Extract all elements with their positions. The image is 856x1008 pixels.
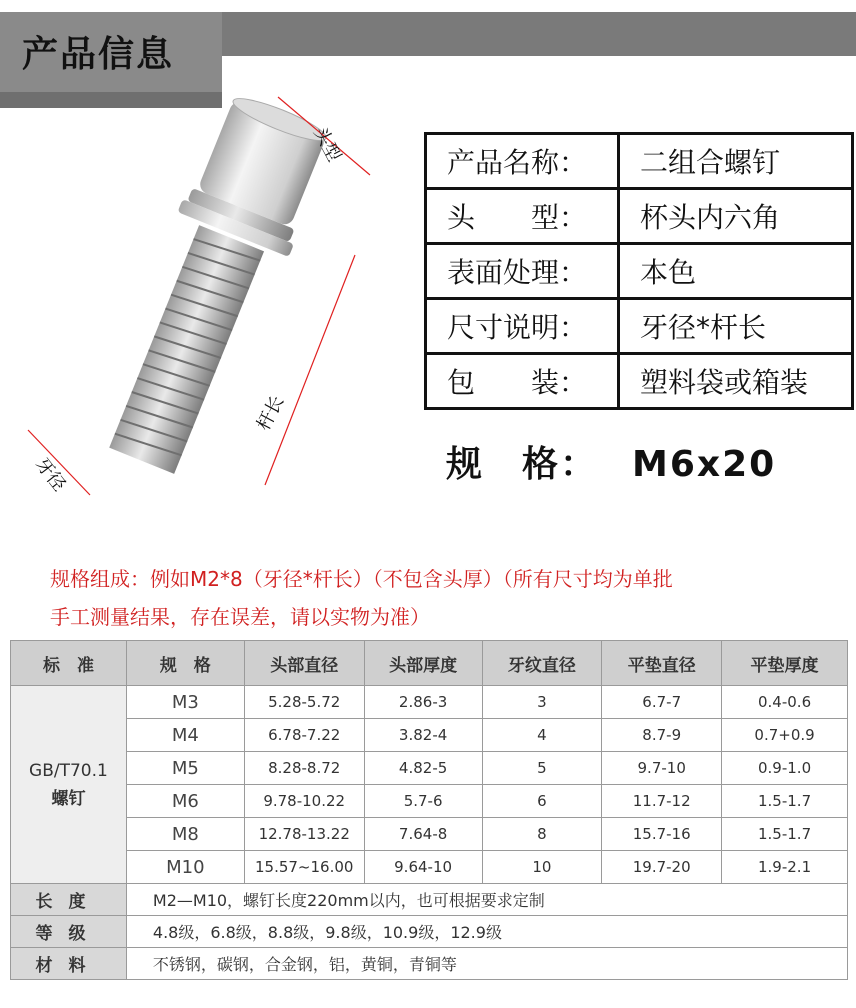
footer-value: 4.8级，6.8级，8.8级，9.8级，10.9级，12.9级 [126,916,847,948]
info-value: 牙径*杆长 [619,299,853,354]
table-cell: 11.7-12 [602,785,722,818]
table-header-row [11,641,848,686]
standard-type: 螺钉 [51,788,86,809]
footer-label: 长度 [11,884,127,916]
table-cell: 5.28-5.72 [244,686,364,719]
table-cell: 7.64-8 [364,818,482,851]
table-cell: M3 [126,686,244,719]
table-header: 头部厚度 [364,641,482,686]
table-cell: 9.64-10 [364,851,482,884]
table-row [11,851,848,884]
table-header: 牙纹直径 [482,641,602,686]
spec-value: M6x20 [632,444,777,485]
table-cell: 12.78-13.22 [244,818,364,851]
page-title: 产品信息 [22,34,175,75]
table-cell: 5.7-6 [364,785,482,818]
info-value: 塑料袋或箱装 [619,354,853,409]
footer-row [11,948,848,980]
table-cell: M10 [126,851,244,884]
footer-row [11,884,848,916]
info-value: 本色 [619,244,853,299]
table-cell: 8.7-9 [602,719,722,752]
product-info-table [424,132,854,410]
table-header: 标 准 [11,641,127,686]
table-cell: 3 [482,686,602,719]
info-row [426,299,853,354]
table-cell: 3.82-4 [364,719,482,752]
info-key: 产品名称： [426,134,619,189]
table-header: 平垫厚度 [722,641,848,686]
table-cell: 0.7+0.9 [722,719,848,752]
footer-label: 等级 [11,916,127,948]
table-row [11,785,848,818]
table-cell: 0.9-1.0 [722,752,848,785]
info-value: 二组合螺钉 [619,134,853,189]
screw-shank [109,225,264,474]
note-line-1: 规格组成：例如M2*8（牙径*杆长）（不包含头厚）（所有尺寸均为单批 [50,567,673,591]
table-cell: M4 [126,719,244,752]
table-row [11,752,848,785]
info-row [426,189,853,244]
table-header: 头部直径 [244,641,364,686]
info-row [426,244,853,299]
table-cell: 4 [482,719,602,752]
thread-label: 牙径 [31,454,70,496]
screw-photo [10,85,410,525]
note-line-2: 手工测量结果，存在误差，请以实物为准） [50,605,430,629]
table-row [11,719,848,752]
table-cell: M6 [126,785,244,818]
spec-label: 规 格： [446,444,599,485]
table-cell: 15.57~16.00 [244,851,364,884]
table-cell: 4.82-5 [364,752,482,785]
footer-label: 材料 [11,948,127,980]
table-cell: 8.28-8.72 [244,752,364,785]
table-row [11,818,848,851]
table-cell: 2.86-3 [364,686,482,719]
table-cell: 9.78-10.22 [244,785,364,818]
info-value: 杯头内六角 [619,189,853,244]
table-cell: 10 [482,851,602,884]
spec-table [10,640,848,980]
length-label: 杆长 [252,392,289,435]
table-cell: 6 [482,785,602,818]
info-key: 表面处理： [426,244,619,299]
info-key: 包 装： [426,354,619,409]
table-cell: M5 [126,752,244,785]
footer-row [11,916,848,948]
table-cell: 5 [482,752,602,785]
info-row [426,134,853,189]
footer-value: M2—M10，螺钉长度220mm以内，也可根据要求定制 [126,884,847,916]
info-row [426,354,853,409]
head-label: 头型 [309,123,345,166]
table-cell: 19.7-20 [602,851,722,884]
table-cell: 6.78-7.22 [244,719,364,752]
spec-line [446,436,776,487]
table-cell: 15.7-16 [602,818,722,851]
table-cell: 1.5-1.7 [722,785,848,818]
table-row [11,686,848,719]
table-cell: 0.4-0.6 [722,686,848,719]
table-header: 平垫直径 [602,641,722,686]
table-cell: M8 [126,818,244,851]
footer-value: 不锈钢，碳钢，合金钢，铝，黄铜，青铜等 [126,948,847,980]
standard-code: GB/T70.1 [29,760,108,781]
table-cell: 1.5-1.7 [722,818,848,851]
info-key: 尺寸说明： [426,299,619,354]
table-cell: 8 [482,818,602,851]
table-header: 规 格 [126,641,244,686]
table-cell: 9.7-10 [602,752,722,785]
header-strip [222,12,856,56]
standard-cell [11,686,127,884]
table-cell: 6.7-7 [602,686,722,719]
table-cell: 1.9-2.1 [722,851,848,884]
info-key: 头 型： [426,189,619,244]
